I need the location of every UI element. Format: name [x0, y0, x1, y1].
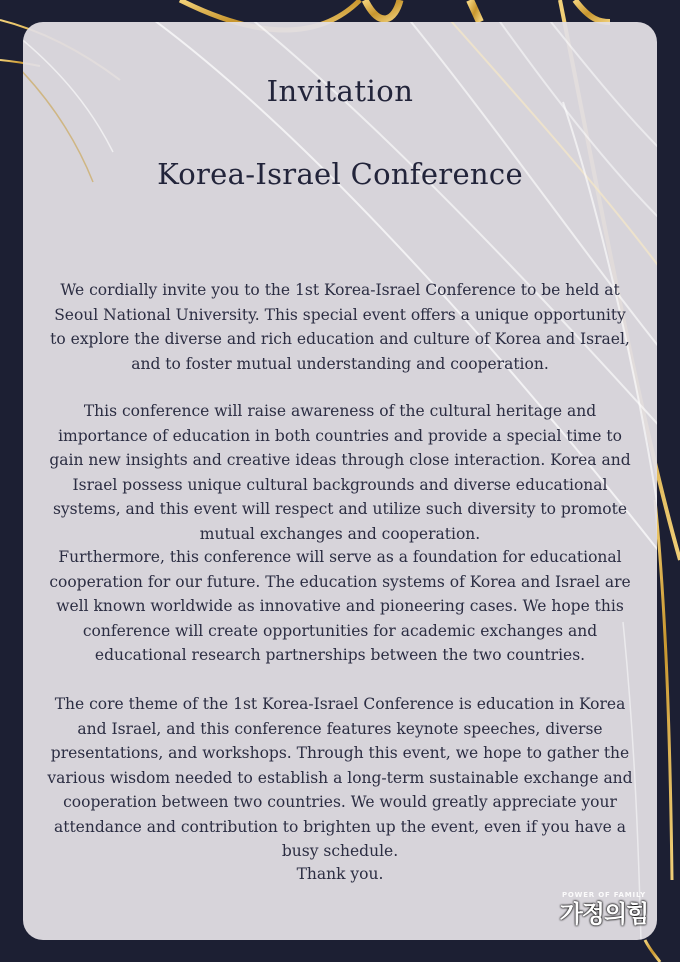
paragraph-core-theme: The core theme of the 1st Korea-Israel Conference is education in Korea and Israel, and this conference features keynote speeches, diverse presentations, and workshops. Through this event, we hope to gather the various wisdom needed to establish a long-term sustainable exchange and cooperation between two countries. We would greatly appreciate your attendance and contribution to brighten up the event, even if you have a busy schedule. [47, 695, 633, 860]
invitation-heading: Invitation [266, 74, 414, 108]
logo-tagline: POWER OF FAMILY [562, 891, 646, 899]
invitation-card [23, 22, 657, 940]
logo-name: 가정의힘 [559, 900, 649, 928]
paragraph-cooperation: Furthermore, this conference will serve as a foundation for educational cooperation for our future. The education systems of Korea and Israel are well known worldwide as innovative and pioneering cases. We hope this conference will create opportunities for academic exchanges and educational research partnerships between the two countries. [49, 548, 631, 664]
closing-text: Thank you. [296, 865, 384, 883]
event-title: Korea-Israel Conference [157, 157, 523, 191]
paragraph-intro: We cordially invite you to the 1st Korea-Israel Conference to be held at Seoul National University. This special event offers a unique opportunity to explore the diverse and rich education and culture of Korea and Israel, and to foster mutual understanding and cooperation. [50, 281, 630, 373]
paragraph-awareness: This conference will raise awareness of the cultural heritage and importance of education in both countries and provide a special time to gain new insights and creative ideas through close interaction. Korea and Israel possess unique cultural backgrounds and diverse educational systems, and this event will respect and utilize such diversity to promote mutual exchanges and cooperation. [49, 402, 631, 543]
watermark-logo [549, 891, 659, 929]
